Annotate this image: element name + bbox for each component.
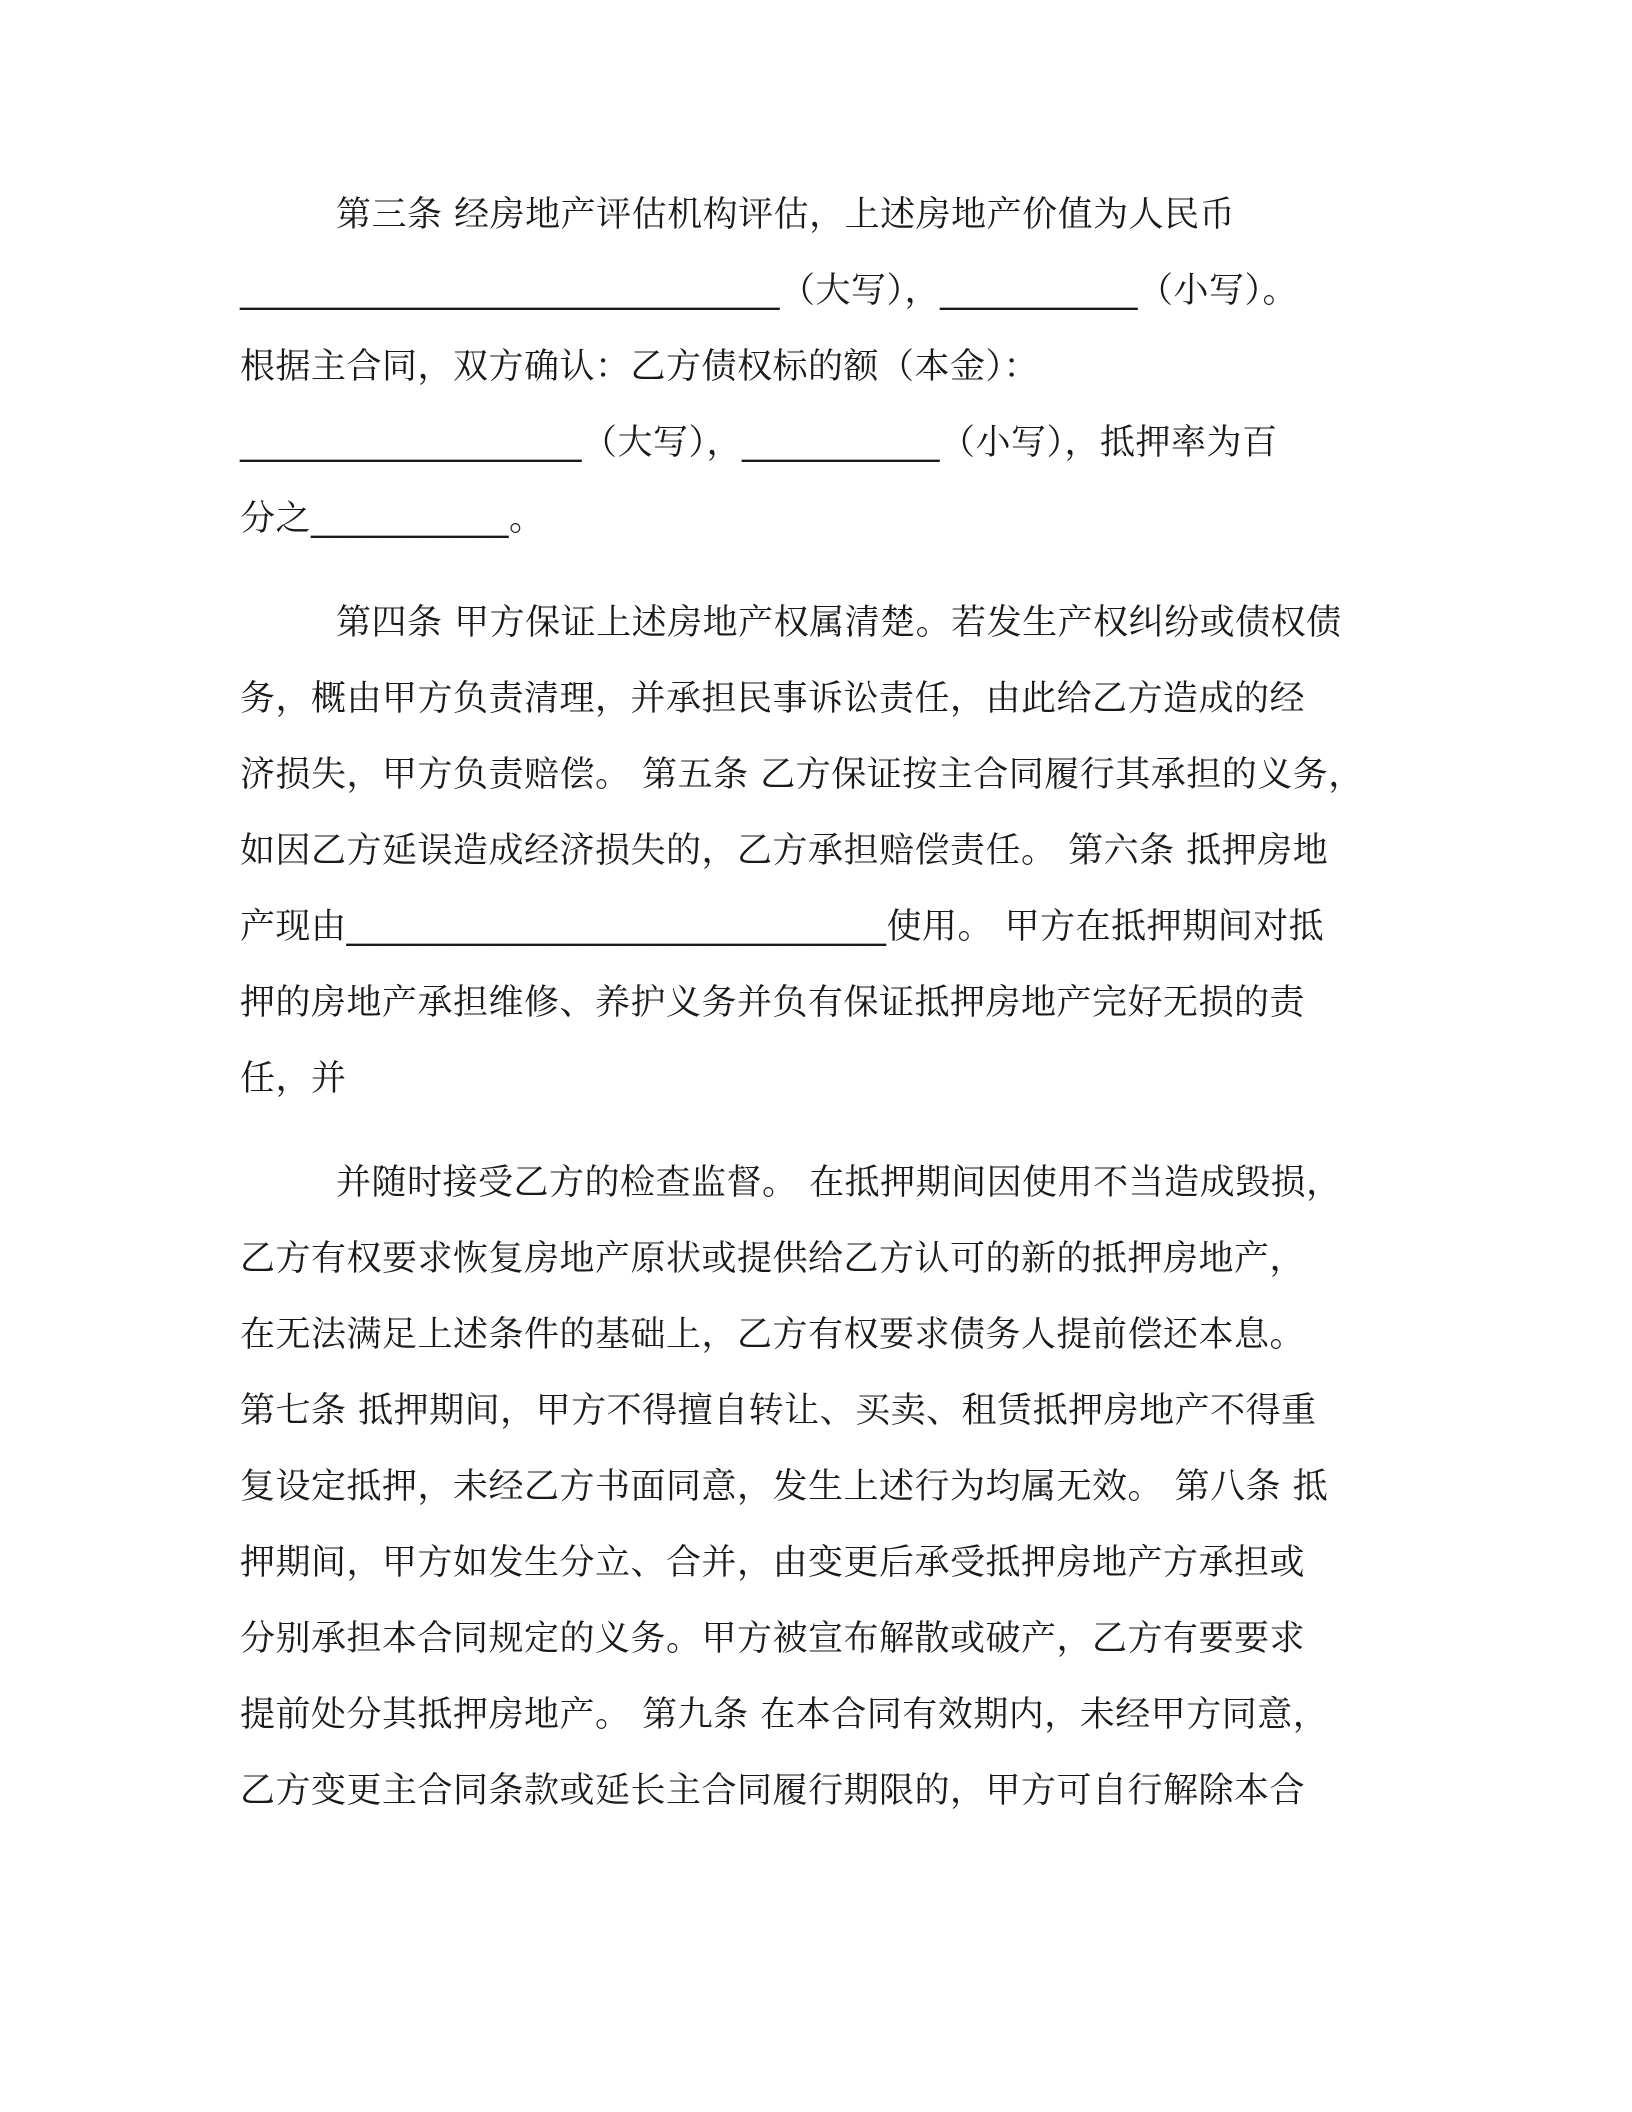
article-4-line-1: 第四条 甲方保证上述房地产权属清楚。若发生产权纠纷或债权债 [336,603,1342,643]
paragraph-3-line-9: 乙方变更主合同条款或延长主合同履行期限的，甲方可自行解除本合 [240,1771,1306,1811]
paragraph-3-line-8: 提前处分其抵押房地产。 第九条 在本合同有效期内，未经甲方同意， [240,1695,1329,1735]
article-3-line-3: 根据主合同，双方确认：乙方债权标的额（本金）： [240,347,1040,387]
paragraph-3-line-7: 分别承担本合同规定的义务。甲方被宣布解散或破产，乙方有要要求 [240,1619,1306,1659]
paragraph-3-line-3: 在无法满足上述条件的基础上，乙方有权要求债务人提前偿还本息。 [240,1315,1306,1355]
paragraph-3-line-4: 第七条 抵押期间，甲方不得擅自转让、买卖、租赁抵押房地产不得重 [240,1391,1317,1431]
article-4-line-2: 务，概由甲方负责清理，并承担民事诉讼责任，由此给乙方造成的经 [240,679,1306,719]
article-4-line-4: 如因乙方延误造成经济损失的，乙方承担赔偿责任。 第六条 抵押房地 [240,831,1329,871]
article-4-line-3: 济损失，甲方负责赔偿。 第五条 乙方保证按主合同履行其承担的义务， [240,755,1364,795]
article-4-line-6: 押的房地产承担维修、养护义务并负有保证抵押房地产完好无损的责 [240,983,1306,1023]
paragraph-3-line-1: 并随时接受乙方的检查监督。 在抵押期间因使用不当造成毁损， [336,1163,1342,1203]
article-3-line-2: ______________________________（大写），___________（小写）。 [240,271,1299,311]
paragraph-3-line-2: 乙方有权要求恢复房地产原状或提供给乙方认可的新的抵押房地产， [240,1239,1306,1279]
article-3-line-5: 分之___________。 [240,499,545,539]
article-4-line-5: 产现由______________________________使用。 甲方在抵押期间对抵 [240,907,1325,947]
paragraph-3-line-5: 复设定抵押，未经乙方书面同意，发生上述行为均属无效。 第八条 抵 [240,1467,1329,1507]
article-3-line-4: ___________________（大写），___________（小写），抵押率为百 [240,423,1278,463]
article-4-line-7: 任，并 [240,1059,347,1099]
article-3-line-1: 第三条 经房地产评估机构评估，上述房地产价值为人民币 [336,195,1236,235]
paragraph-3-line-6: 押期间，甲方如发生分立、合并，由变更后承受抵押房地产方承担或 [240,1543,1306,1583]
